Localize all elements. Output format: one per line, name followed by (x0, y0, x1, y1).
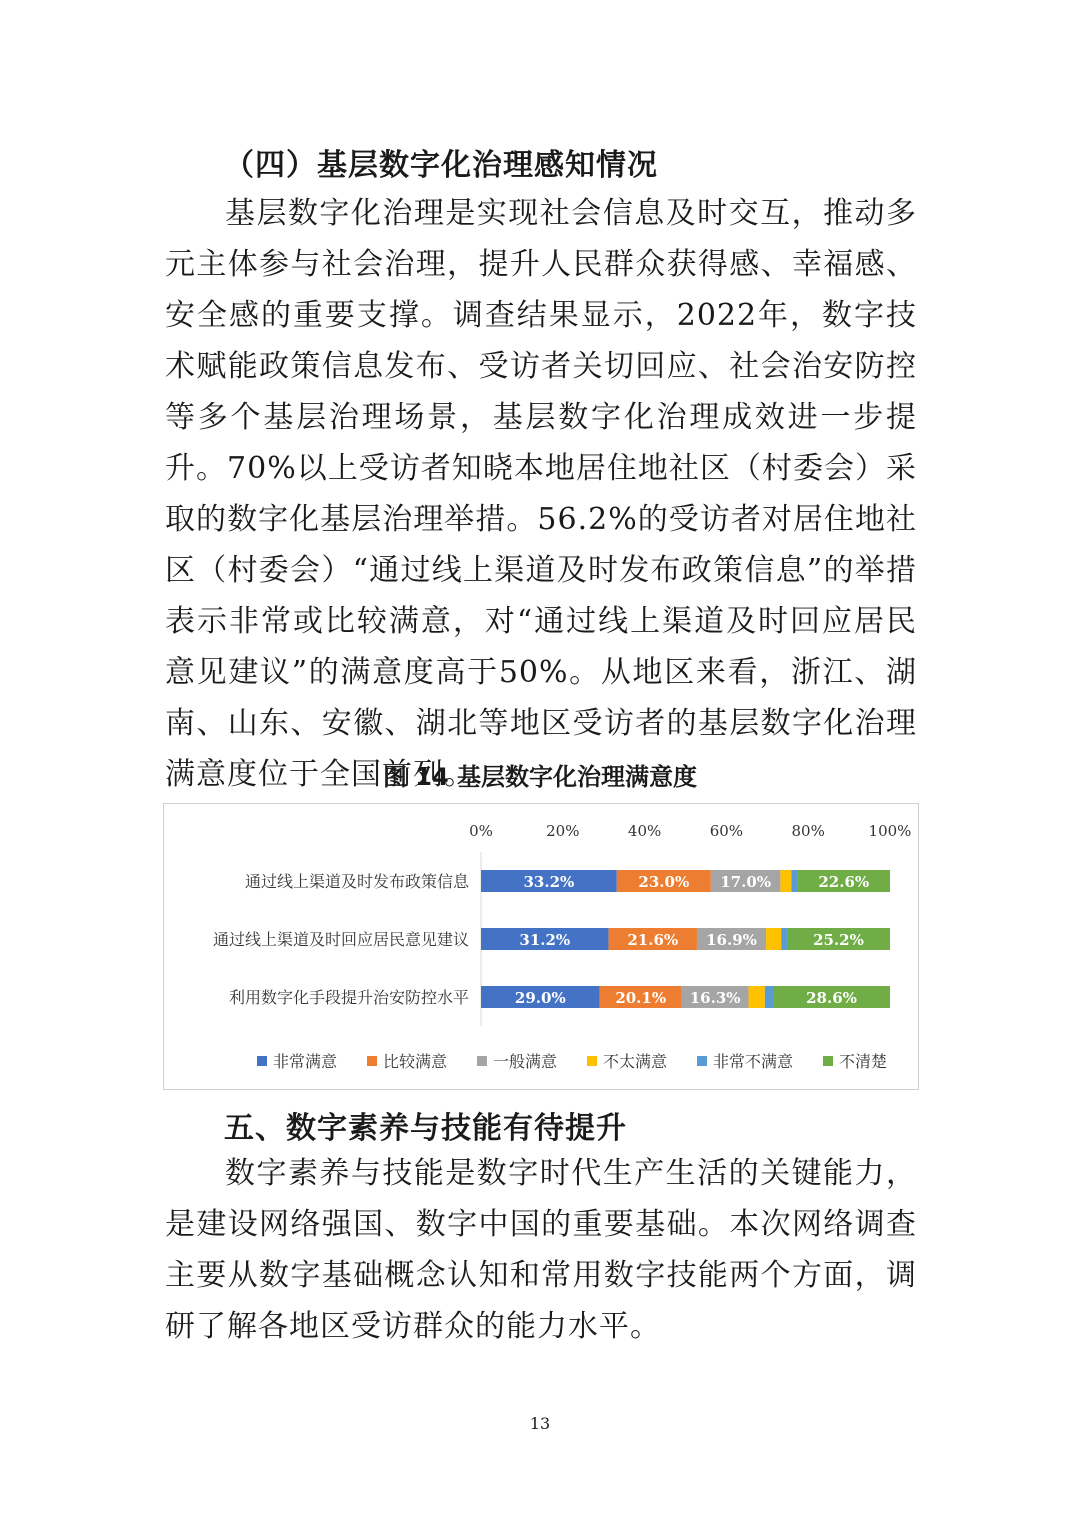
chart-canvas (164, 804, 918, 1089)
body-paragraph-2: 数字素养与技能是数字时代生产生活的关键能力，是建设网络强国、数字中国的重要基础。本次网络调查主要从数字基础概念认知和常用数字技能两个方面，调研了解各地区受访群众的能力水平。 (165, 1156, 917, 1344)
data-label: 33.2% (523, 873, 575, 891)
data-label: 25.2% (813, 931, 864, 949)
bar-segment (780, 870, 791, 892)
bar-segment (765, 986, 773, 1008)
stacked-bar-chart (163, 803, 919, 1090)
x-tick-label: 0% (469, 822, 493, 840)
x-tick-label: 60% (709, 822, 744, 840)
category-label: 通过线上渠道及时回应居民意见建议 (212, 930, 469, 949)
data-label: 22.6% (818, 873, 870, 891)
legend-swatch (257, 1056, 267, 1066)
legend-label: 不清楚 (839, 1052, 888, 1071)
x-tick-label: 20% (546, 822, 580, 840)
chapter-heading: 五、数字素养与技能有待提升 (224, 1111, 627, 1146)
legend-swatch (477, 1056, 487, 1066)
section-heading: （四）基层数字化治理感知情况 (224, 148, 658, 183)
bar-segment (791, 870, 797, 892)
body-paragraph-1: 基层数字化治理是实现社会信息及时交互，推动多元主体参与社会治理，提升人民群众获得感、幸福感、安全感的重要支撑。调查结果显示，2022年，数字技术赋能政策信息发布、受访者关切回应、社会治安防控等多个基层治理场景，基层数字化治理成效进一步提升。70%以上受访者知晓本地居住地社区（村委会）采取的数字化基层治理举措。56.2%的受访者对居住地社区（村委会）“通过线上渠道及时发布政策信息”的举措表示非常或比较满意，对“通过线上渠道及时回应居民意见建议”的满意度高于50%。从地区来看，浙江、湖南、山东、安徽、湖北等地区受访者的基层数字化治理满意度位于全国前列。 (165, 196, 917, 792)
legend-label: 比较满意 (383, 1052, 448, 1071)
data-label: 31.2% (519, 931, 571, 949)
page-number: 13 (529, 1414, 551, 1433)
bar-segment (781, 928, 787, 950)
figure-caption: 图 14 基层数字化治理满意度 (382, 763, 698, 791)
legend-label: 非常不满意 (713, 1052, 794, 1071)
x-tick-label: 100% (868, 822, 912, 840)
legend-swatch (697, 1056, 707, 1066)
legend-label: 一般满意 (493, 1052, 558, 1071)
legend-swatch (367, 1056, 377, 1066)
legend-swatch (823, 1056, 833, 1066)
data-label: 21.6% (627, 931, 679, 949)
data-label: 23.0% (638, 873, 690, 891)
category-label: 利用数字化手段提升治安防控水平 (228, 988, 469, 1007)
data-label: 20.1% (615, 989, 667, 1007)
legend-label: 非常满意 (273, 1052, 338, 1071)
data-label: 17.0% (720, 873, 772, 891)
legend-label: 不太满意 (603, 1052, 668, 1071)
data-label: 16.9% (706, 931, 757, 949)
category-label: 通过线上渠道及时发布政策信息 (244, 872, 469, 891)
legend-swatch (587, 1056, 597, 1066)
data-label: 28.6% (806, 989, 857, 1007)
x-tick-label: 40% (627, 822, 662, 840)
data-label: 16.3% (689, 989, 741, 1007)
x-tick-label: 80% (791, 822, 825, 840)
data-label: 29.0% (514, 989, 566, 1007)
bar-segment (766, 928, 781, 950)
bar-segment (748, 986, 764, 1008)
